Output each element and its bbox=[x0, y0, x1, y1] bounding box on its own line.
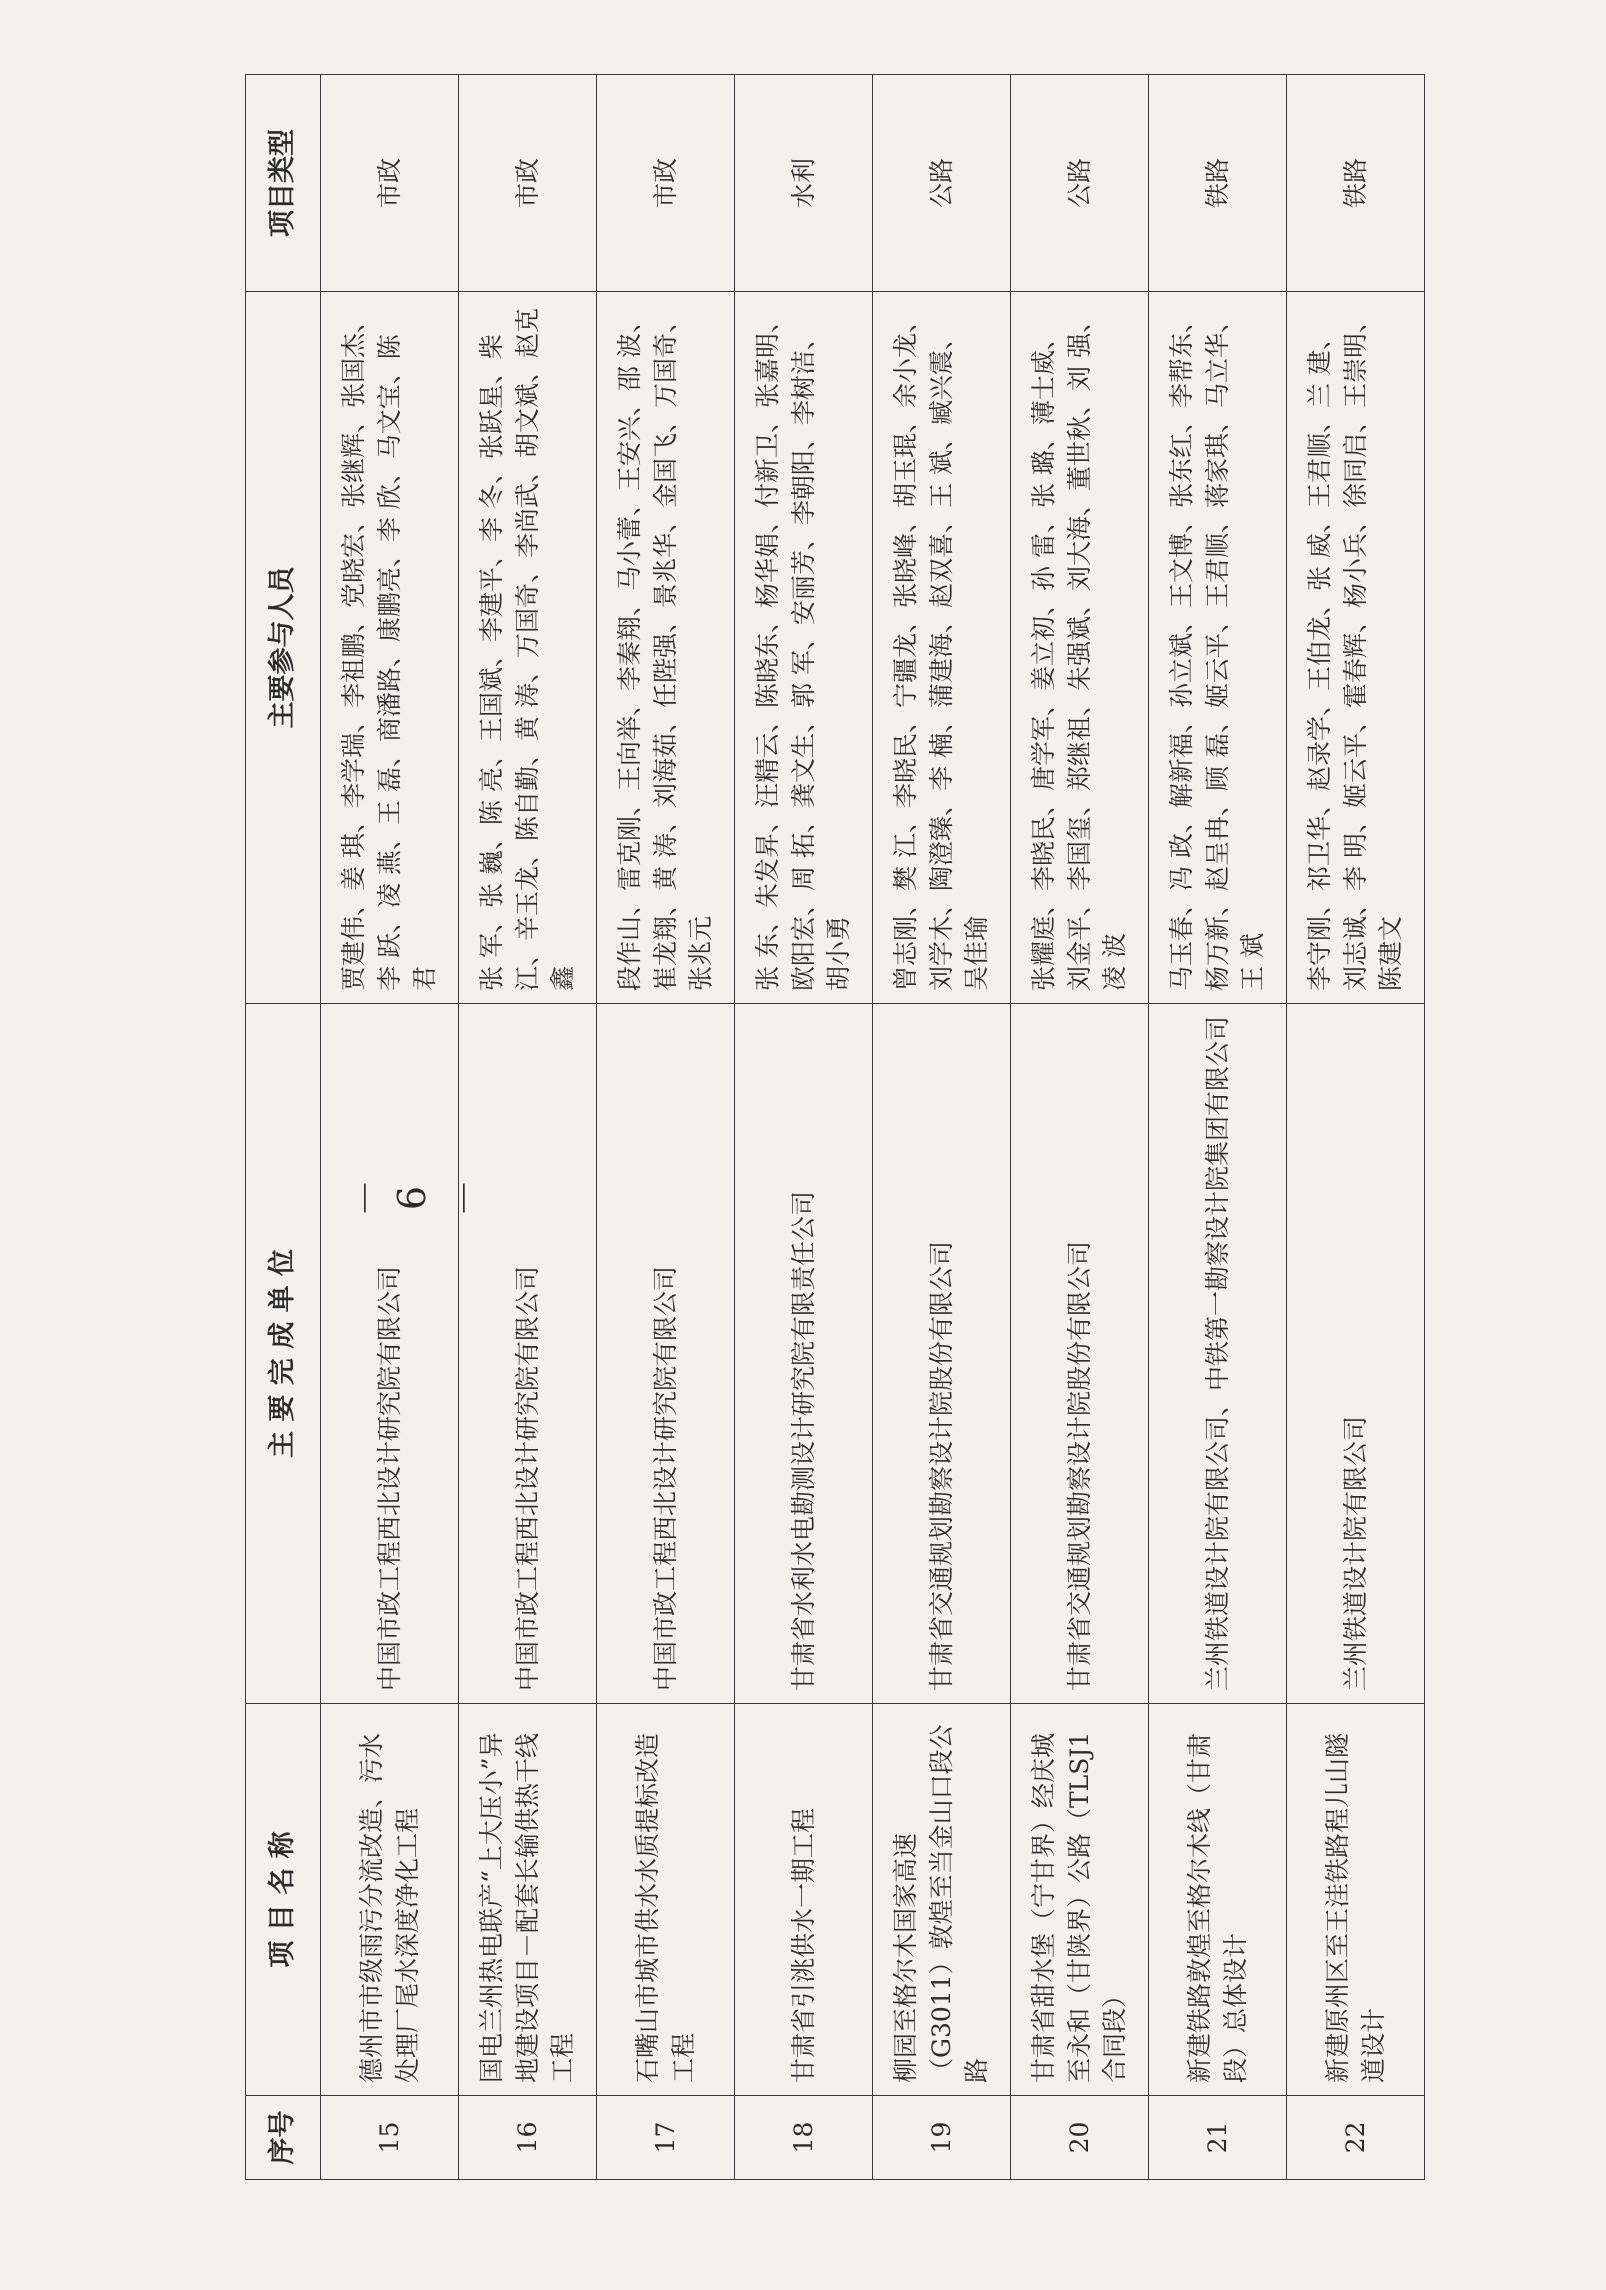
project-type: 铁路 bbox=[1287, 75, 1425, 292]
completing-unit: 中国市政工程西北设计研究院有限公司 bbox=[597, 1004, 735, 1704]
table-row bbox=[597, 75, 735, 2180]
table-row bbox=[1287, 75, 1425, 2180]
table-row bbox=[1011, 75, 1149, 2180]
row-number: 19 bbox=[873, 2096, 1011, 2180]
project-type: 市政 bbox=[321, 75, 459, 292]
header-org: 主 要 完 成 单 位 bbox=[246, 1004, 321, 1704]
participants: 张 军、张 巍、陈 亮、王国斌、李建平、李 冬、张跃星、柴 江、辛玉龙、陈自勤、黄 涛、万国奇、李尚武、胡文斌、赵克鑫 bbox=[459, 292, 597, 1004]
project-name: 石嘴山市城市供水水质提标改造工程 bbox=[597, 1704, 735, 2096]
row-number: 22 bbox=[1287, 2096, 1425, 2180]
project-name: 国电兰州热电联产“上大压小”异地建设项目－配套长输供热干线工程 bbox=[459, 1704, 597, 2096]
row-number: 16 bbox=[459, 2096, 597, 2180]
completing-unit: 兰州铁道设计院有限公司 bbox=[1287, 1004, 1425, 1704]
row-number: 15 bbox=[321, 2096, 459, 2180]
completing-unit: 甘肃省交通规划勘察设计院股份有限公司 bbox=[873, 1004, 1011, 1704]
table-row bbox=[1149, 75, 1287, 2180]
table-row bbox=[735, 75, 873, 2180]
completing-unit: 中国市政工程西北设计研究院有限公司 bbox=[321, 1004, 459, 1704]
project-name: 新建铁路敦煌至格尔木线（甘肃段）总体设计 bbox=[1149, 1704, 1287, 2096]
row-number: 18 bbox=[735, 2096, 873, 2180]
participants: 贾建伟、姜 琪、李学瑞、李祖鹏、党晓宏、张继辉、张国杰、李 跃、凌 燕、王 磊、商潘路、康鹏亮、李 欣、马文宝、陈 君 bbox=[321, 292, 459, 1004]
page-number: － 6 － bbox=[344, 1173, 487, 1218]
table-row bbox=[873, 75, 1011, 2180]
completing-unit: 甘肃省交通规划勘察设计院股份有限公司 bbox=[1011, 1004, 1149, 1704]
header-type: 项目类型 bbox=[246, 75, 321, 292]
header-people: 主要参与人员 bbox=[246, 292, 321, 1004]
completing-unit: 兰州铁道设计院有限公司、中铁第一勘察设计院集团有限公司 bbox=[1149, 1004, 1287, 1704]
row-number: 21 bbox=[1149, 2096, 1287, 2180]
table-row bbox=[459, 75, 597, 2180]
project-name: 甘肃省甜水堡（宁甘界）经庆城至永和（甘陕界）公路（TLSJ1合同段） bbox=[1011, 1704, 1149, 2096]
project-type: 市政 bbox=[459, 75, 597, 292]
awards-table bbox=[245, 74, 1425, 2180]
table-row bbox=[321, 75, 459, 2180]
participants: 曾志刚、樊 江、李晓民、宁疆龙、张晓峰、胡玉琨、余小龙、刘学木、陶澄臻、李 楠、蒲建海、赵双喜、王 斌、臧兴震、吴佳瑜 bbox=[873, 292, 1011, 1004]
row-number: 17 bbox=[597, 2096, 735, 2180]
project-type: 公路 bbox=[873, 75, 1011, 292]
participants: 马玉春、冯 政、解新福、孙立斌、王文博、张东红、李帮东、杨万新、赵呈冉、顾 磊、姬云平、王君顺、蒋家琪、马立华、王 斌 bbox=[1149, 292, 1287, 1004]
project-type: 铁路 bbox=[1149, 75, 1287, 292]
project-type: 公路 bbox=[1011, 75, 1149, 292]
header-name: 项 目 名 称 bbox=[246, 1704, 321, 2096]
participants: 段作山、雷克刚、王向举、李秦翔、马小蕾、王安兴、邵 波、崔龙翔、黄 涛、刘海茹、任陛强、景兆华、金国飞、万国奇、张兆元 bbox=[597, 292, 735, 1004]
project-name: 新建原州区至王洼铁路程儿山隧道设计 bbox=[1287, 1704, 1425, 2096]
participants: 李守刚、祁卫华、赵录学、王伯龙、张 威、王君顺、兰 建、刘志诚、李 明、姬云平、霍春辉、杨小兵、徐同启、王崇明、陈建文 bbox=[1287, 292, 1425, 1004]
participants: 张 东、朱发昇、汪精云、陈晓东、杨华娟、付新卫、张嘉明、欧阳宏、周 拓、龚文生、郭 军、安丽芳、李朝阳、李树洁、胡小勇 bbox=[735, 292, 873, 1004]
rotated-table-wrapper bbox=[245, 75, 1425, 2180]
project-name: 德州市市级雨污分流改造、污水处理厂尾水深度净化工程 bbox=[321, 1704, 459, 2096]
project-type: 市政 bbox=[597, 75, 735, 292]
completing-unit: 中国市政工程西北设计研究院有限公司 bbox=[459, 1004, 597, 1704]
participants: 张耀庭、李晓民、唐学军、姜立初、孙 雷、张 璐、薄士威、刘金平、李国玺、郑继祖、朱强斌、刘大海、董世秋、刘 强、凌 波 bbox=[1011, 292, 1149, 1004]
table-header-row bbox=[246, 75, 321, 2180]
header-no: 序号 bbox=[246, 2096, 321, 2180]
project-name: 柳园至格尔木国家高速（G3011）敦煌至当金山口段公路 bbox=[873, 1704, 1011, 2096]
completing-unit: 甘肃省水利水电勘测设计研究院有限责任公司 bbox=[735, 1004, 873, 1704]
project-name: 甘肃省引洮供水一期工程 bbox=[735, 1704, 873, 2096]
project-type: 水利 bbox=[735, 75, 873, 292]
row-number: 20 bbox=[1011, 2096, 1149, 2180]
